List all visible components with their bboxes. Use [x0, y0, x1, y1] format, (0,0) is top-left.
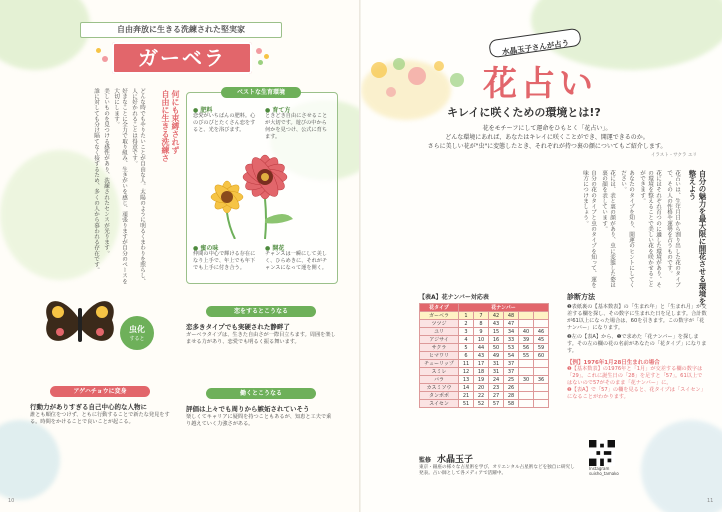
flower-number-cell: 8 — [474, 320, 489, 328]
flower-number-cell: 3 — [459, 328, 474, 336]
body-column: 花占いは、生年月日から割り出した花のタイプで、その人の性格や運勢を占うものです。 — [666, 170, 680, 288]
table-row — [420, 360, 549, 368]
flower-number-cell: 10 — [474, 336, 489, 344]
flower-number-cell: 11 — [459, 360, 474, 368]
title-dots — [256, 48, 276, 68]
flower-number-cell — [534, 312, 549, 320]
page-number: 11 — [707, 498, 714, 504]
supervisor-name: 水晶玉子 — [436, 455, 473, 465]
flower-number-cell: 54 — [504, 352, 519, 360]
table-row — [420, 328, 549, 336]
gerbera-title — [112, 42, 252, 74]
body-columns — [391, 170, 681, 290]
flower-number-cell: 14 — [459, 384, 474, 392]
love-label: 恋をするとこうなる — [206, 306, 316, 317]
table-row — [420, 400, 549, 408]
table-header-cell: 花ナンバー — [459, 304, 549, 312]
table-caption: 【表A】花ナンバー対応表 — [419, 294, 489, 301]
flower-number-cell — [534, 360, 549, 368]
supervisor-bio: 東京・銀座の様々な占星術を学び、オリエンタル占星術などを独自に研究し発表。占い師として各メディアで活躍中。 — [419, 465, 575, 476]
flower-number-cell: 25 — [504, 376, 519, 384]
table-row — [420, 368, 549, 376]
flower-number-cell: 18 — [474, 368, 489, 376]
table-row — [420, 320, 549, 328]
qr-handle: suisho_tamako — [589, 471, 619, 476]
lead-line: 花をモチーフにして運命をひもとく「花占い」。 — [482, 125, 612, 132]
bloom-text: チャンスは一瞬にして美しく、ひらめきに、それがチャンスになって運を開く。 — [265, 251, 328, 271]
flower-type-cell: スイセン — [420, 400, 459, 408]
flower-number-cell: 28 — [504, 392, 519, 400]
best-environment-label: ベストな生育環境 — [221, 87, 301, 98]
flower-number-cell: 40 — [519, 328, 534, 336]
body-column: 誰に対しても分け隔てなく接するため、多くの人から慕われる存在です。 — [93, 88, 99, 273]
flower-number-cell: 56 — [519, 344, 534, 352]
insect-section — [30, 386, 180, 496]
flower-type-cell: ツツジ — [420, 320, 459, 328]
table-row — [420, 392, 549, 400]
tagline: 自由奔放に生きる洗練された堅実家 — [117, 25, 245, 34]
insect-label: アゲハチョウに変身 — [50, 386, 150, 397]
flower-type-cell: ヒマワリ — [420, 352, 459, 360]
example-title: 【例】1976年1月28日生まれの場合 — [567, 360, 660, 366]
right-page — [361, 0, 722, 512]
flower-number-table-block — [419, 292, 559, 408]
flower-number-cell: 16 — [489, 336, 504, 344]
flower-number-cell: 6 — [459, 352, 474, 360]
work-section — [186, 388, 336, 468]
table-row — [420, 384, 549, 392]
flower-number-cell: 21 — [459, 392, 474, 400]
best-environment-box — [186, 89, 338, 284]
flower-number-cell: 31 — [489, 368, 504, 376]
vertical-headline — [160, 90, 180, 260]
flower-number-cell: 60 — [534, 352, 549, 360]
flower-number-cell: 7 — [474, 312, 489, 320]
grow-text: ときどき自由にさせることが大切です。遊びの中から何かを見つけ、公式に育ちます。 — [265, 113, 328, 140]
flower-number-cell — [519, 400, 534, 408]
body-column: どんな時でもやりたいことが自由な人。太陽のように明るくまわりを照らし、人に好かれることは得意です。 — [131, 88, 145, 284]
flower-number-cell: 20 — [474, 384, 489, 392]
flower-number-cell: 42 — [489, 312, 504, 320]
qr-block — [589, 440, 639, 476]
flower-number-cell: 30 — [519, 376, 534, 384]
flower-number-cell: 47 — [504, 320, 519, 328]
body-column: あなたのタイプを知り、開運のヒントにしてください。 — [620, 170, 634, 288]
body-columns — [6, 88, 146, 288]
flower-number-cell: 27 — [489, 392, 504, 400]
flower-number-cell: 36 — [534, 376, 549, 384]
method-step: ❷左の【表A】から、❶で求めた「花ナンバー」を探します。その左の欄の花の名前があなたの「花タイプ」になります。 — [567, 334, 707, 354]
main-title: 花占い — [483, 64, 597, 104]
flower-number-cell: 59 — [534, 344, 549, 352]
title-text: ガーベラ — [138, 46, 226, 70]
table-row — [420, 344, 549, 352]
flower-number-cell — [534, 400, 549, 408]
table-row — [420, 336, 549, 344]
body-column: 自分の花のタイプと虫のタイプを知って、運を味方につけましょう。 — [582, 170, 596, 288]
butterfly-icon — [40, 290, 120, 360]
example-step: ❶【基本数表】の1976年と「1月」が交差する欄の数字は「29」。これに誕生日の「28」を足すと「57」。61以上ではないので57がそのまま「花ナンバー」に。 — [567, 366, 703, 386]
flower-type-cell: チューリップ — [420, 360, 459, 368]
polka-dot-decoration — [361, 50, 481, 110]
insect-badge-text: 虫化 — [129, 325, 145, 334]
work-label: 働くとこうなる — [206, 388, 316, 399]
lead — [397, 124, 697, 160]
vertical-heading — [687, 170, 713, 310]
flower-number-cell: 57 — [489, 400, 504, 408]
flower-number-cell: 9 — [474, 328, 489, 336]
table-row — [420, 312, 549, 320]
flower-number-cell: 48 — [504, 312, 519, 320]
method-section — [567, 292, 707, 401]
qr-caption: Instagram — [589, 466, 610, 471]
body-column: 花にはそれぞれ育つのに適した環境があり、その環境を整えることで美しい花を咲かせることができます。 — [639, 170, 661, 288]
flower-number-cell: 33 — [504, 336, 519, 344]
flower-number-cell: 51 — [459, 400, 474, 408]
lead-line: どんな環境にあれば、あなたはキレイに咲くことができ、開運できるのか。 — [445, 134, 649, 141]
flower-number-cell: 49 — [489, 352, 504, 360]
illustrator-credit: イラスト・サクラ エリ — [650, 153, 697, 158]
flower-number-table — [419, 303, 549, 408]
flower-number-cell — [519, 392, 534, 400]
flower-type-cell: アジサイ — [420, 336, 459, 344]
title-dots-left — [92, 48, 112, 68]
flower-number-cell: 52 — [474, 400, 489, 408]
flower-number-cell: 24 — [489, 376, 504, 384]
red-gerbera-icon — [242, 154, 288, 200]
headline-line: 何にも束縛されず — [171, 90, 180, 154]
method-title: 診断方法 — [567, 293, 595, 301]
flower-type-cell: スミレ — [420, 368, 459, 376]
flower-number-cell: 2 — [459, 320, 474, 328]
flower-number-cell — [534, 392, 549, 400]
flower-number-cell: 1 — [459, 312, 474, 320]
subtitle: キレイに咲くための環境とは!? — [447, 106, 601, 119]
flower-number-cell: 37 — [504, 360, 519, 368]
flower-type-cell: ガーベラ — [420, 312, 459, 320]
flower-number-cell: 46 — [534, 328, 549, 336]
work-title: 評価は上々でも周りから嫉妬されていそう — [186, 405, 310, 413]
flower-number-cell: 44 — [474, 344, 489, 352]
tagline-box — [80, 22, 282, 38]
flower-type-cell: タンポポ — [420, 392, 459, 400]
flower-number-cell: 58 — [504, 400, 519, 408]
table-row — [420, 352, 549, 360]
table-header-cell: 花タイプ — [420, 304, 459, 312]
flower-number-cell: 19 — [474, 376, 489, 384]
body-column: 好きなことに全力で取り組み、生きがいを感じ、頑張りますが自分のペースを大切にします。 — [113, 88, 127, 284]
butterfly-circle — [40, 290, 160, 370]
insect-text: 誰とも順位をつけず、ともに行動することで新たな発見をする。時間をかけることで良いことが起こる。 — [30, 412, 170, 425]
flower-type-cell: ユリ — [420, 328, 459, 336]
flower-number-cell — [534, 368, 549, 376]
flower-number-cell: 26 — [504, 384, 519, 392]
flower-number-cell: 39 — [519, 336, 534, 344]
lead-line: さらに美しい花が"虫"に変態したとき、それぞれが持つ裏の顔についてもご紹介します。 — [427, 143, 667, 150]
flower-number-cell: 12 — [459, 368, 474, 376]
insect-badge-sub: すると — [129, 336, 145, 342]
flower-type-cell: カスミソウ — [420, 384, 459, 392]
flower-number-cell: 34 — [504, 328, 519, 336]
vertical-heading-text: 自分の魅力を最大限に開花させる環境を整えよう — [688, 170, 707, 305]
grow-label: ● 育て方 — [265, 107, 291, 114]
page-number: 10 — [8, 498, 15, 504]
body-column: 花には、表と裏の顔があり、虫に変態した姿は裏の顔を表しています。 — [601, 170, 615, 288]
fertilizer-text: 恋愛がいちばんの肥料。心のびのびとたくさん恋をすると、光を浴びます。 — [193, 113, 256, 133]
supervisor-label: 監修 — [419, 457, 432, 464]
flower-number-cell: 45 — [534, 336, 549, 344]
flower-number-cell: 43 — [489, 320, 504, 328]
flower-number-cell: 50 — [489, 344, 504, 352]
flower-number-cell: 4 — [459, 336, 474, 344]
flower-type-cell: バラ — [420, 376, 459, 384]
headline-line: 自由に生きる洗練さ — [161, 90, 170, 162]
fertilizer-label: ● 肥料 — [193, 107, 213, 114]
flower-number-cell — [519, 320, 534, 328]
watercolor-wash — [0, 0, 90, 70]
flower-number-cell: 17 — [474, 360, 489, 368]
water-label: ● 蜜の味 — [193, 245, 219, 252]
love-title: 恋多きタイプでも実硬された静畔了 — [186, 323, 290, 331]
flower-number-cell — [534, 320, 549, 328]
flower-number-cell: 55 — [519, 352, 534, 360]
love-text: ガーベラタイプは、生きた自由さが一際目立ちます。周囲を楽しませる力があり、恋愛でも明るく振る舞います。 — [186, 332, 336, 345]
body-column: 美しいものを見つける感性があり、洗練されたセンスが光ります。 — [103, 88, 109, 256]
flower-number-cell: 23 — [489, 384, 504, 392]
flower-number-cell: 5 — [459, 344, 474, 352]
table-row — [420, 376, 549, 384]
flower-number-cell: 22 — [474, 392, 489, 400]
qr-code-icon[interactable] — [589, 440, 615, 466]
flower-number-cell: 37 — [504, 368, 519, 376]
yellow-gerbera-icon — [211, 181, 243, 213]
flower-number-cell — [519, 368, 534, 376]
method-step: ❶表紙裏の【基本数表】の「生まれ年」と「生まれ月」が交差する欄を探し、その数字に生まれた日を足します。合計数が61以上になった場合は、60を引きます。この数字が「花ナンバー」になります。 — [567, 304, 707, 331]
example-step: ❷【表A】で「57」の欄を見ると、花タイプは「スイセン」になることがわかります。 — [567, 387, 706, 400]
bloom-label: ● 開花 — [265, 245, 285, 252]
flower-number-cell — [519, 384, 534, 392]
work-text: 楽しくてキャリアに疑問を持つこともあるが、知恵と工夫で乗り越えていく力強さがある。 — [186, 414, 332, 427]
insect-title: 行動力がありすぎる自己中心的な人物に — [30, 403, 147, 411]
flower-number-cell — [519, 312, 534, 320]
insect-badge — [120, 316, 154, 350]
flower-number-cell — [519, 360, 534, 368]
author-banner-text: 水晶玉子さんが占う — [501, 38, 570, 57]
flower-number-cell: 13 — [459, 376, 474, 384]
water-text: 仲間の中心で輝ける存在になり上手で、年上でも年下でも上手に付き合う。 — [193, 251, 256, 271]
flower-number-cell — [534, 384, 549, 392]
flower-number-cell: 31 — [489, 360, 504, 368]
flower-number-cell: 53 — [504, 344, 519, 352]
gerbera-illustration — [205, 139, 315, 239]
flower-type-cell: サクラ — [420, 344, 459, 352]
love-section — [186, 306, 336, 376]
flower-number-cell: 43 — [474, 352, 489, 360]
flower-number-cell: 15 — [489, 328, 504, 336]
